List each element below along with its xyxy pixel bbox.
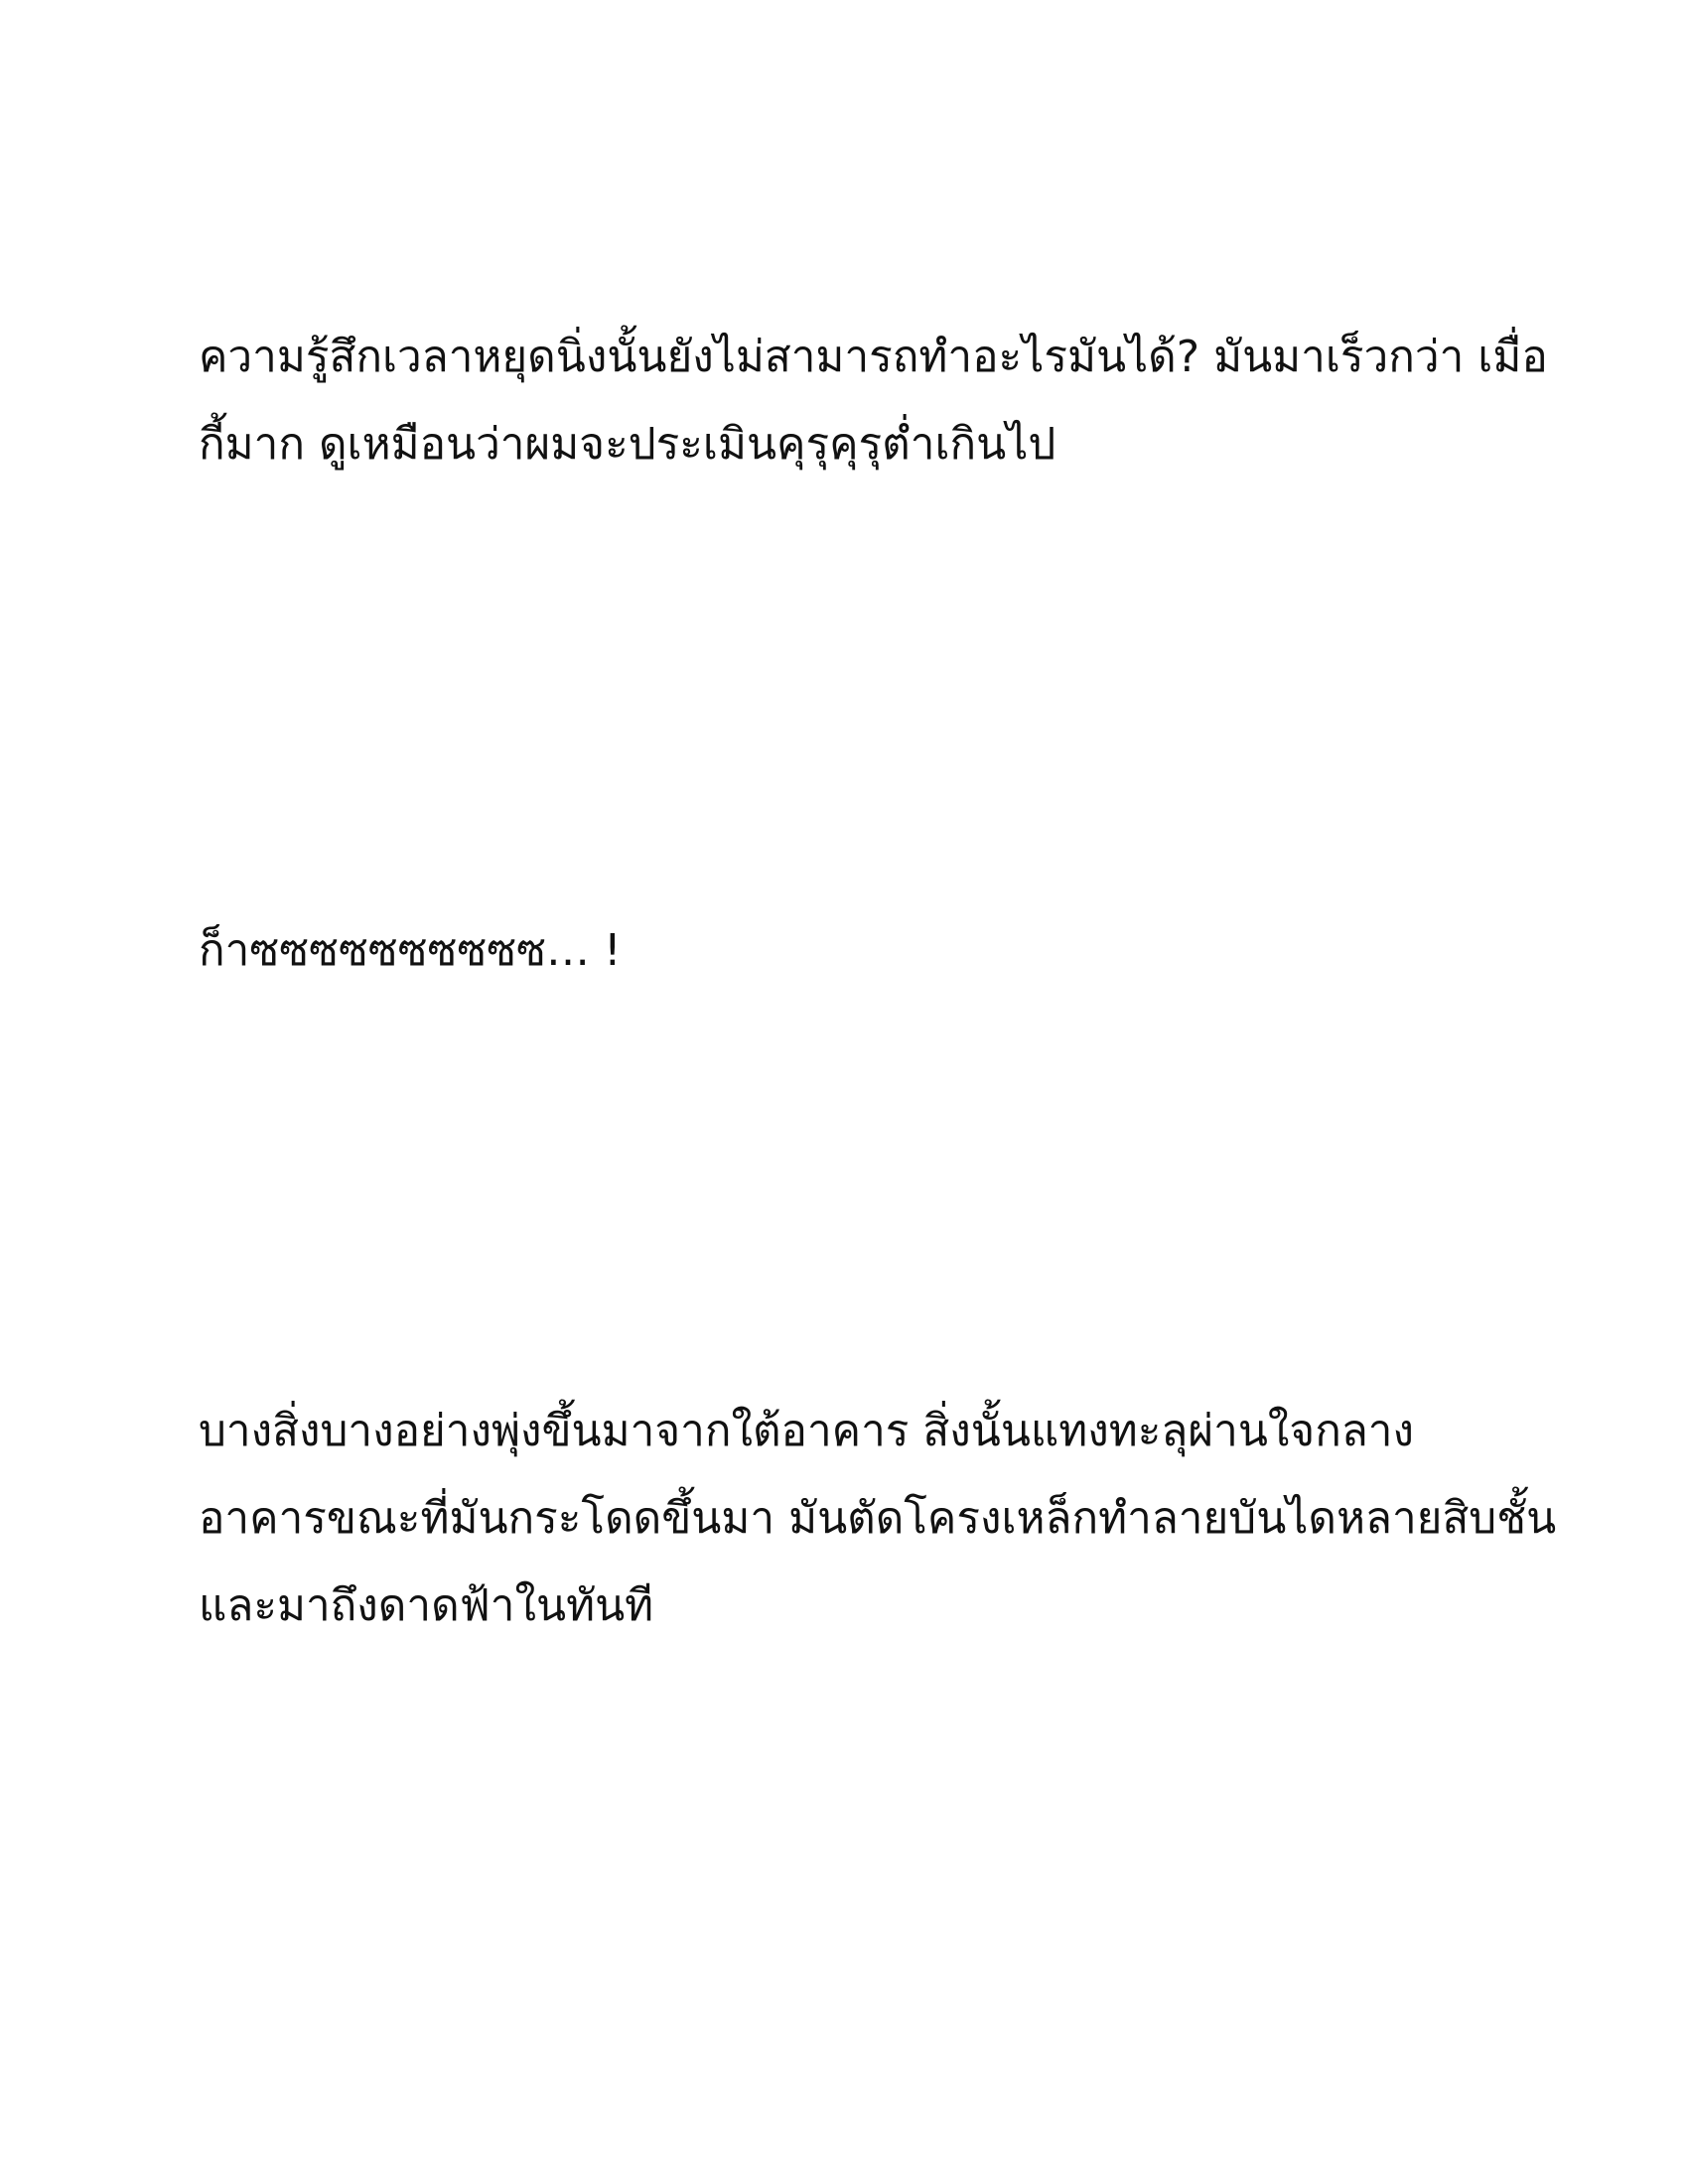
paragraph-2 — [199, 921, 1509, 1009]
paragraph-line: ความรู้สึกเวลาหยุดนิ่งนั้นยังไม่สามารถทำอะไรมันได้? มันมาเร็วกว่า เมื่อ — [199, 332, 1548, 382]
paragraph-3 — [199, 1402, 1557, 1664]
paragraph-line: ก็าซซซซซซซซซซ… ! — [199, 925, 622, 976]
paragraph-line: และมาถึงดาดฟ้าในทันที — [199, 1580, 654, 1631]
paragraph-line: กี้มาก ดูเหมือนว่าผมจะประเมินคุรุคุรุต่ำเกินไป — [199, 419, 1056, 470]
paragraph-1 — [199, 328, 1548, 502]
paragraph-line: อาคารขณะที่มันกระโดดขึ้นมา มันตัดโครงเหล็กทำลายบันไดหลายสิบชั้น — [199, 1493, 1557, 1544]
paragraph-line: บางสิ่งบางอย่างพุ่งขึ้นมาจากใต้อาคาร สิ่งนั้นแทงทะลุผ่านใจกลาง — [199, 1406, 1414, 1456]
